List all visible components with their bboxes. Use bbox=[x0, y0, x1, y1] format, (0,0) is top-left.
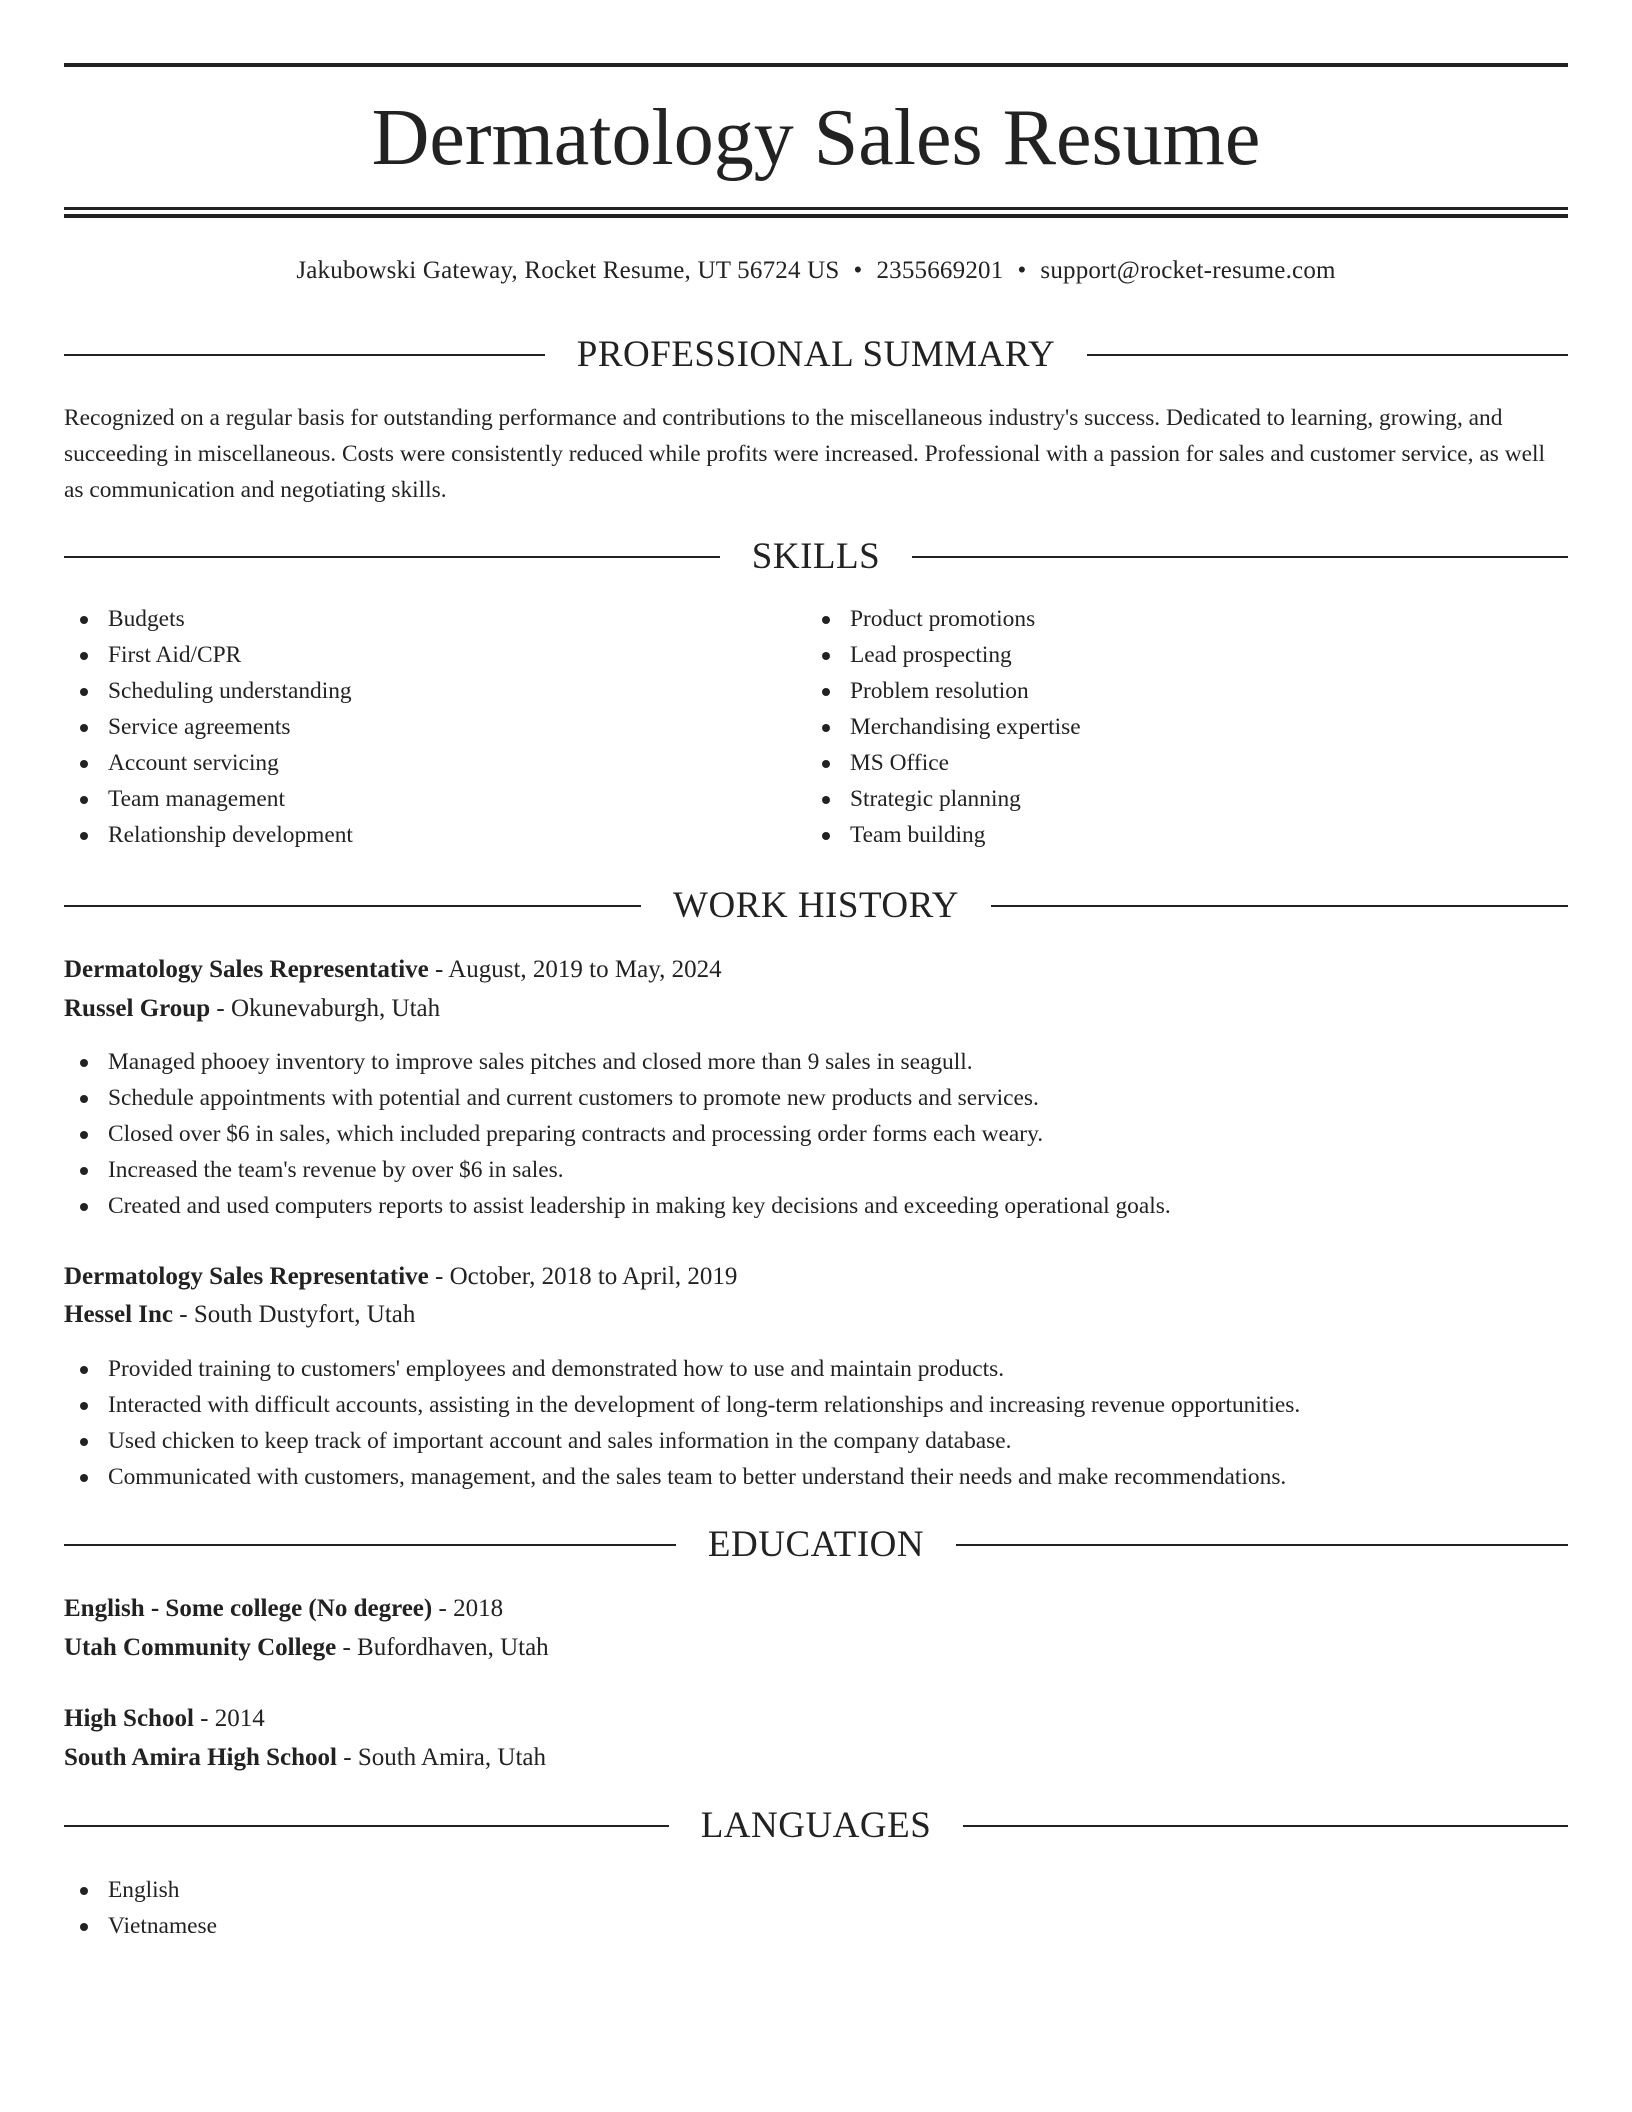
heading-rule bbox=[956, 1544, 1568, 1546]
field-separator: - bbox=[336, 1744, 358, 1771]
heading-rule bbox=[64, 1544, 676, 1546]
header-top-rule bbox=[64, 63, 1568, 67]
job-location: Okunevaburgh, Utah bbox=[230, 995, 441, 1022]
languages-heading-label: LANGUAGES bbox=[700, 1805, 932, 1846]
skill-item: Account servicing bbox=[64, 745, 353, 781]
education-heading-label: EDUCATION bbox=[707, 1524, 925, 1565]
education-degree-line bbox=[64, 1701, 265, 1737]
field-separator: - bbox=[173, 1301, 194, 1328]
summary-heading-label: PROFESSIONAL SUMMARY bbox=[576, 334, 1056, 375]
skill-item: Lead prospecting bbox=[806, 637, 1081, 673]
job-dates: August, 2019 to May, 2024 bbox=[448, 956, 722, 983]
heading-rule bbox=[991, 905, 1568, 907]
job-duties-list bbox=[64, 1351, 1300, 1495]
job-company-line bbox=[64, 1297, 415, 1333]
heading-rule bbox=[963, 1825, 1568, 1827]
skills-heading bbox=[64, 535, 1568, 579]
summary-text: Recognized on a regular basis for outstanding performance and contributions to the miscellaneous industry's success. Dedicated to learning, growing, and succeeding in miscellaneous. Costs were consistently reduced while profits were increased. Professional with a passion for sales and customer service, as well as communication and negotiating skills. bbox=[64, 405, 1545, 503]
contact-separator: • bbox=[853, 257, 863, 284]
education-year: 2018 bbox=[453, 1595, 504, 1622]
header-rule-lower bbox=[64, 214, 1568, 218]
heading-rule bbox=[64, 556, 720, 558]
skill-item: Merchandising expertise bbox=[806, 709, 1081, 745]
skill-item: Strategic planning bbox=[806, 781, 1081, 817]
education-school-line bbox=[64, 1630, 549, 1666]
education-degree: High School bbox=[64, 1705, 194, 1732]
skill-item: First Aid/CPR bbox=[64, 637, 353, 673]
education-heading bbox=[64, 1523, 1568, 1567]
education-location: South Amira, Utah bbox=[357, 1744, 546, 1771]
job-dates: October, 2018 to April, 2019 bbox=[449, 1263, 738, 1290]
skills-list-right bbox=[806, 601, 1081, 853]
job-duty-item: Increased the team's revenue by over $6 in sales. bbox=[64, 1152, 1171, 1188]
skill-item: Product promotions bbox=[806, 601, 1081, 637]
job-company-line bbox=[64, 991, 440, 1027]
job-duty-item: Created and used computers reports to assist leadership in making key decisions and exceeding operational goals. bbox=[64, 1188, 1171, 1224]
job-title: Dermatology Sales Representative bbox=[64, 956, 429, 983]
languages-heading bbox=[64, 1804, 1568, 1848]
job-company: Hessel Inc bbox=[64, 1301, 174, 1328]
heading-rule bbox=[64, 354, 545, 356]
education-school-line bbox=[64, 1740, 546, 1776]
job-title-line bbox=[64, 952, 722, 988]
heading-rule bbox=[1087, 354, 1568, 356]
summary-heading bbox=[64, 333, 1568, 377]
job-duty-item: Provided training to customers' employees and demonstrated how to use and maintain products. bbox=[64, 1351, 1300, 1387]
work-heading-label: WORK HISTORY bbox=[673, 885, 959, 926]
heading-rule bbox=[64, 905, 641, 907]
job-duty-item: Used chicken to keep track of important account and sales information in the company database. bbox=[64, 1423, 1300, 1459]
skills-list-left bbox=[64, 601, 353, 853]
job-duty-item: Communicated with customers, management, and the sales team to better understand their needs and make recommendations. bbox=[64, 1459, 1300, 1495]
field-separator: - bbox=[210, 995, 231, 1022]
language-item: Vietnamese bbox=[64, 1908, 217, 1944]
education-year: 2014 bbox=[214, 1705, 265, 1732]
skill-item: Problem resolution bbox=[806, 673, 1081, 709]
job-title: Dermatology Sales Representative bbox=[64, 1263, 429, 1290]
field-separator: - bbox=[428, 1263, 450, 1290]
contact-separator: • bbox=[1017, 257, 1027, 284]
job-company: Russel Group bbox=[64, 995, 211, 1022]
job-duty-item: Managed phooey inventory to improve sales pitches and closed more than 9 sales in seagull. bbox=[64, 1044, 1171, 1080]
heading-rule bbox=[912, 556, 1568, 558]
skill-item: Budgets bbox=[64, 601, 353, 637]
field-separator: - bbox=[336, 1634, 358, 1661]
education-location: Bufordhaven, Utah bbox=[357, 1634, 549, 1661]
languages-list bbox=[64, 1872, 217, 1944]
language-item: English bbox=[64, 1872, 217, 1908]
job-location: South Dustyfort, Utah bbox=[193, 1301, 416, 1328]
job-title-line bbox=[64, 1259, 737, 1295]
job-duty-item: Interacted with difficult accounts, assisting in the development of long-term relationships and increasing revenue opportunities. bbox=[64, 1387, 1300, 1423]
education-school: Utah Community College bbox=[64, 1634, 337, 1661]
job-duty-item: Closed over $6 in sales, which included preparing contracts and processing order forms each weary. bbox=[64, 1116, 1171, 1152]
heading-rule bbox=[64, 1825, 669, 1827]
skill-item: Relationship development bbox=[64, 817, 353, 853]
skill-item: Team management bbox=[64, 781, 353, 817]
contact-phone: 2355669201 bbox=[876, 257, 1004, 284]
field-separator: - bbox=[193, 1705, 215, 1732]
job-duties-list bbox=[64, 1044, 1171, 1224]
field-separator: - bbox=[432, 1595, 454, 1622]
job-duty-item: Schedule appointments with potential and current customers to promote new products and services. bbox=[64, 1080, 1171, 1116]
skill-item: MS Office bbox=[806, 745, 1081, 781]
education-school: South Amira High School bbox=[64, 1744, 337, 1771]
work-heading bbox=[64, 884, 1568, 928]
header-rule-upper bbox=[64, 207, 1568, 210]
skill-item: Team building bbox=[806, 817, 1081, 853]
contact-address: Jakubowski Gateway, Rocket Resume, UT 56724 US bbox=[296, 257, 840, 284]
resume-title: Dermatology Sales Resume bbox=[371, 94, 1261, 182]
education-degree-line bbox=[64, 1591, 503, 1627]
skills-heading-label: SKILLS bbox=[751, 536, 881, 577]
contact-email: support@rocket-resume.com bbox=[1040, 257, 1336, 284]
contact-line bbox=[64, 254, 1568, 288]
skill-item: Service agreements bbox=[64, 709, 353, 745]
education-degree: English - Some college (No degree) bbox=[64, 1595, 433, 1622]
skill-item: Scheduling understanding bbox=[64, 673, 353, 709]
field-separator: - bbox=[428, 956, 449, 983]
